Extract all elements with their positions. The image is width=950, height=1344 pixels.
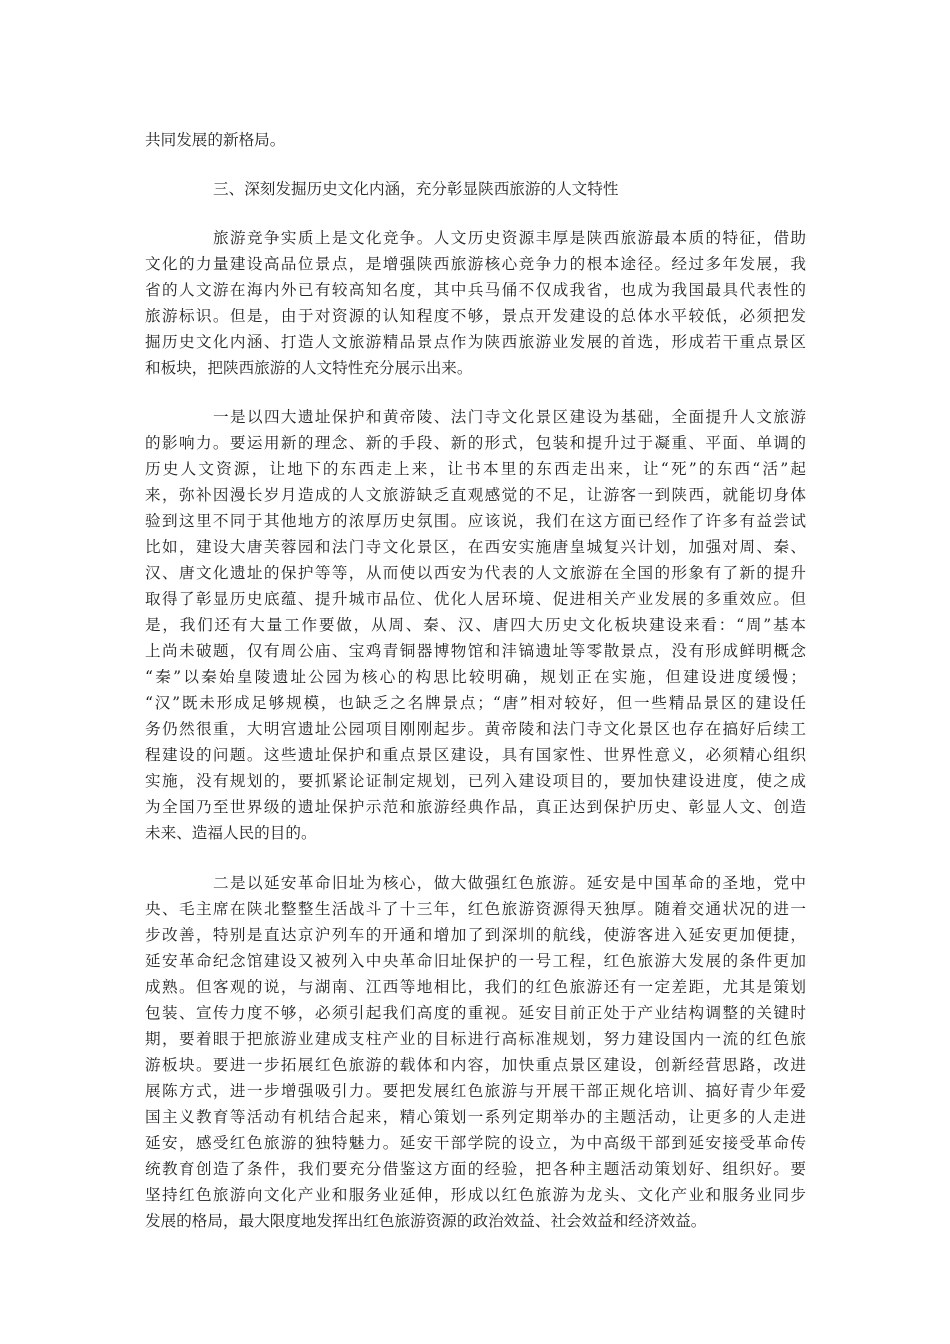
paragraph-line: 展陈方式，进一步增强吸引力。要把发展红色旅游与开展干部正规化培训、搞好青少年爱 bbox=[145, 1082, 806, 1100]
paragraph-line: 延安，感受红色旅游的独特魅力。延安干部学院的设立，为中高级干部到延安接受革命传 bbox=[145, 1134, 806, 1152]
paragraph-line: 省的人文游在海内外已有较高知名度，其中兵马俑不仅成我省，也成为我国最具代表性的 bbox=[145, 281, 806, 299]
paragraph-line: 程建设的问题。这些遗址保护和重点景区建设，具有国家性、世界性意义，必须精心组织 bbox=[145, 746, 806, 764]
section-heading: 三、深刻发掘历史文化内涵，充分彰显陕西旅游的人文特性 bbox=[213, 180, 619, 198]
paragraph-line: 央、毛主席在陕北整整生活战斗了十三年，红色旅游资源得天独厚。随着交通状况的进一 bbox=[145, 900, 806, 918]
paragraph-line: 国主义教育等活动有机结合起来，精心策划一系列定期举办的主题活动，让更多的人走进 bbox=[145, 1108, 806, 1126]
paragraph-line: 和板块，把陕西旅游的人文特性充分展示出来。 bbox=[145, 359, 473, 377]
paragraph-line: 比如，建设大唐芙蓉园和法门寺文化景区，在西安实施唐皇城复兴计划，加强对周、秦、 bbox=[145, 538, 806, 556]
paragraph-line: 来，弥补因漫长岁月造成的人文旅游缺乏直观感觉的不足，让游客一到陕西，就能切身体 bbox=[145, 486, 806, 504]
paragraph-line: 务仍然很重，大明宫遗址公园项目刚刚起步。黄帝陵和法门寺文化景区也存在搞好后续工 bbox=[145, 720, 806, 738]
paragraph-line: “秦”以秦始皇陵遗址公园为核心的构思比较明确，规划正在实施，但建设进度缓慢； bbox=[145, 668, 806, 686]
paragraph-line: 步改善，特别是直达京沪列车的开通和增加了到深圳的航线，使游客进入延安更加便捷， bbox=[145, 926, 806, 944]
paragraph-line: 延安革命纪念馆建设又被列入中央革命旧址保护的一号工程，红色旅游大发展的条件更加 bbox=[145, 952, 806, 970]
paragraph-line: 取得了彰显历史底蕴、提升城市品位、优化人居环境、促进相关产业发展的多重效应。但 bbox=[145, 590, 806, 608]
paragraph-line: 统教育创造了条件，我们要充分借鉴这方面的经验，把各种主题活动策划好、组织好。要 bbox=[145, 1160, 806, 1178]
paragraph-line: 为全国乃至世界级的遗址保护示范和旅游经典作品，真正达到保护历史、彰显人文、创造 bbox=[145, 798, 806, 816]
paragraph-line: 是，我们还有大量工作要做，从周、秦、汉、唐四大历史文化板块建设来看：“周”基本 bbox=[145, 616, 806, 634]
paragraph-line: 旅游竞争实质上是文化竞争。人文历史资源丰厚是陕西旅游最本质的特征，借助 bbox=[213, 229, 806, 247]
paragraph-line: 一是以四大遗址保护和黄帝陵、法门寺文化景区建设为基础，全面提升人文旅游 bbox=[213, 408, 806, 426]
paragraph-line: 的影响力。要运用新的理念、新的手段、新的形式，包装和提升过于凝重、平面、单调的 bbox=[145, 434, 806, 452]
paragraph-line: 历史人文资源，让地下的东西走上来，让书本里的东西走出来，让“死”的东西“活”起 bbox=[145, 460, 806, 478]
paragraph-line: 发展的格局，最大限度地发挥出红色旅游资源的政治效益、社会效益和经济效益。 bbox=[145, 1212, 707, 1230]
paragraph-line: 成熟。但客观的说，与湖南、江西等地相比，我们的红色旅游还有一定差距，尤其是策划 bbox=[145, 978, 806, 996]
continuation-line: 共同发展的新格局。 bbox=[145, 131, 286, 149]
paragraph-line: 上尚未破题，仅有周公庙、宝鸡青铜器博物馆和沣镐遗址等零散景点，没有形成鲜明概念 bbox=[145, 642, 806, 660]
paragraph-line: 汉、唐文化遗址的保护等等，从而使以西安为代表的人文旅游在全国的形象有了新的提升 bbox=[145, 564, 806, 582]
paragraph-line: 二是以延安革命旧址为核心，做大做强红色旅游。延安是中国革命的圣地，党中 bbox=[213, 874, 806, 892]
paragraph-line: 旅游标识。但是，由于对资源的认知程度不够，景点开发建设的总体水平较低，必须把发 bbox=[145, 307, 806, 325]
paragraph-line: 游板块。要进一步拓展红色旅游的载体和内容，加快重点景区建设，创新经营思路，改进 bbox=[145, 1056, 806, 1074]
paragraph-line: 期，要着眼于把旅游业建成支柱产业的目标进行高标准规划，努力建设国内一流的红色旅 bbox=[145, 1030, 806, 1048]
paragraph-line: 验到这里不同于其他地方的浓厚历史氛围。应该说，我们在这方面已经作了许多有益尝试 bbox=[145, 512, 806, 530]
paragraph-line: 未来、造福人民的目的。 bbox=[145, 824, 317, 842]
paragraph-line: 掘历史文化内涵、打造人文旅游精品景点作为陕西旅游业发展的首选，形成若干重点景区 bbox=[145, 333, 806, 351]
paragraph-line: “汉”既未形成足够规模，也缺乏之名牌景点；“唐”相对较好，但一些精品景区的建设任 bbox=[145, 694, 806, 712]
paragraph-line: 文化的力量建设高品位景点，是增强陕西旅游核心竞争力的根本途径。经过多年发展，我 bbox=[145, 255, 806, 273]
paragraph-line: 坚持红色旅游向文化产业和服务业延伸，形成以红色旅游为龙头、文化产业和服务业同步 bbox=[145, 1186, 806, 1204]
paragraph-line: 实施，没有规划的，要抓紧论证制定规划，已列入建设项目的，要加快建设进度，使之成 bbox=[145, 772, 806, 790]
paragraph-line: 包装、宣传力度不够，必须引起我们高度的重视。延安目前正处于产业结构调整的关键时 bbox=[145, 1004, 806, 1022]
